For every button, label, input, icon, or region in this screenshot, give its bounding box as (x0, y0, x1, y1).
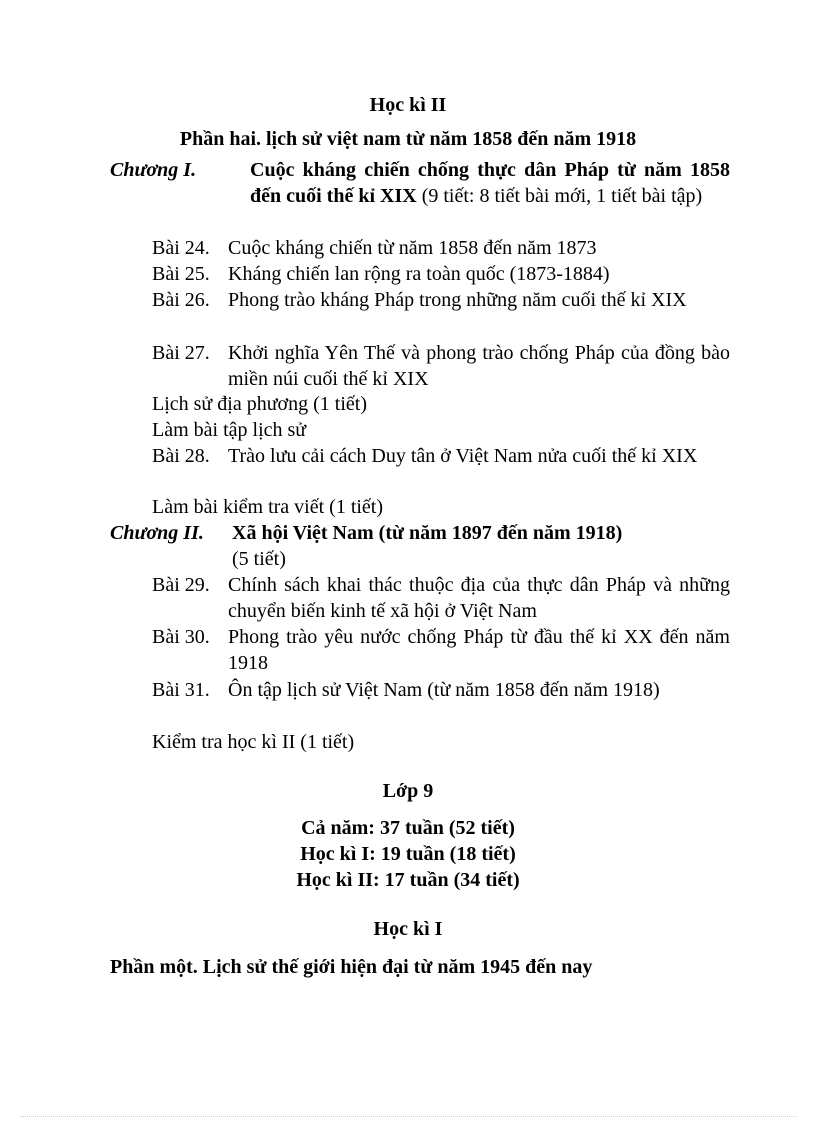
part2-heading: Phần hai. lịch sử việt nam từ năm 1858 đến năm 1918 (179, 128, 637, 150)
chapter2-label: Chương II. (110, 522, 204, 544)
chapter1-label: Chương I. (110, 159, 197, 181)
lesson-number: Bài 31. (152, 679, 210, 701)
lesson-title: Khởi nghĩa Yên Thế và phong trào chống Pháp của đồng bào miền núi cuối thế kỉ XIX (228, 342, 730, 390)
lesson-number: Bài 30. (152, 626, 210, 648)
grade9-heading: Lớp 9 (382, 780, 434, 802)
lesson-title: Trào lưu cải cách Duy tân ở Việt Nam nửa cuối thế kỉ XIX (228, 445, 698, 467)
lesson-number: Bài 29. (152, 574, 210, 596)
lesson-title: Kháng chiến lan rộng ra toàn quốc (1873-1884) (228, 263, 610, 285)
lesson-title: Phong trào kháng Pháp trong những năm cuối thế kỉ XIX (228, 289, 687, 311)
schedule-line-semester2: Học kì II: 17 tuần (34 tiết) (296, 869, 520, 891)
chapter2-note: (5 tiết) (232, 548, 286, 570)
chapter1-note: (9 tiết: 8 tiết bài mới, 1 tiết bài tập) (421, 185, 703, 207)
lesson-title: Ôn tập lịch sử Việt Nam (từ năm 1858 đến năm 1918) (228, 679, 660, 701)
lesson-number: Bài 24. (152, 237, 210, 259)
chapter2-title: Xã hội Việt Nam (từ năm 1897 đến năm 1918) (232, 522, 623, 544)
lesson-number: Bài 25. (152, 263, 210, 285)
lesson-number: Bài 26. (152, 289, 210, 311)
chapter2-body (232, 520, 730, 572)
lesson-title: Phong trào yêu nước chống Pháp từ đầu thế kỉ XX đến năm 1918 (228, 626, 730, 674)
lesson-number: Bài 28. (152, 445, 210, 467)
lesson-title: Cuộc kháng chiến từ năm 1858 đến năm 1873 (228, 237, 597, 259)
schedule-line-year: Cả năm: 37 tuần (52 tiết) (301, 817, 515, 839)
semester-test-item: Kiểm tra học kì II (1 tiết) (152, 731, 355, 753)
lesson-number: Bài 27. (152, 342, 210, 364)
lesson-title: Chính sách khai thác thuộc địa của thực dân Pháp và những chuyển biến kinh tế xã hội ở Việt Nam (228, 574, 730, 622)
page-bottom-divider (20, 1116, 796, 1117)
part1-heading: Phần một. Lịch sử thế giới hiện đại từ năm 1945 đến nay (110, 956, 593, 978)
schedule-line-semester1: Học kì I: 19 tuần (18 tiết) (300, 843, 516, 865)
semester2-heading: Học kì II (369, 94, 447, 116)
written-test-item: Làm bài kiểm tra viết (1 tiết) (152, 496, 384, 518)
local-history-item: Lịch sử địa phương (1 tiết) (152, 393, 367, 415)
chapter1-title: Cuộc kháng chiến chống thực dân Pháp từ năm 1858 đến cuối thế kỉ XIX (250, 159, 730, 207)
chapter1-body (222, 157, 730, 209)
semester1-heading: Học kì I (373, 918, 443, 940)
exercise-item: Làm bài tập lịch sử (152, 419, 307, 441)
